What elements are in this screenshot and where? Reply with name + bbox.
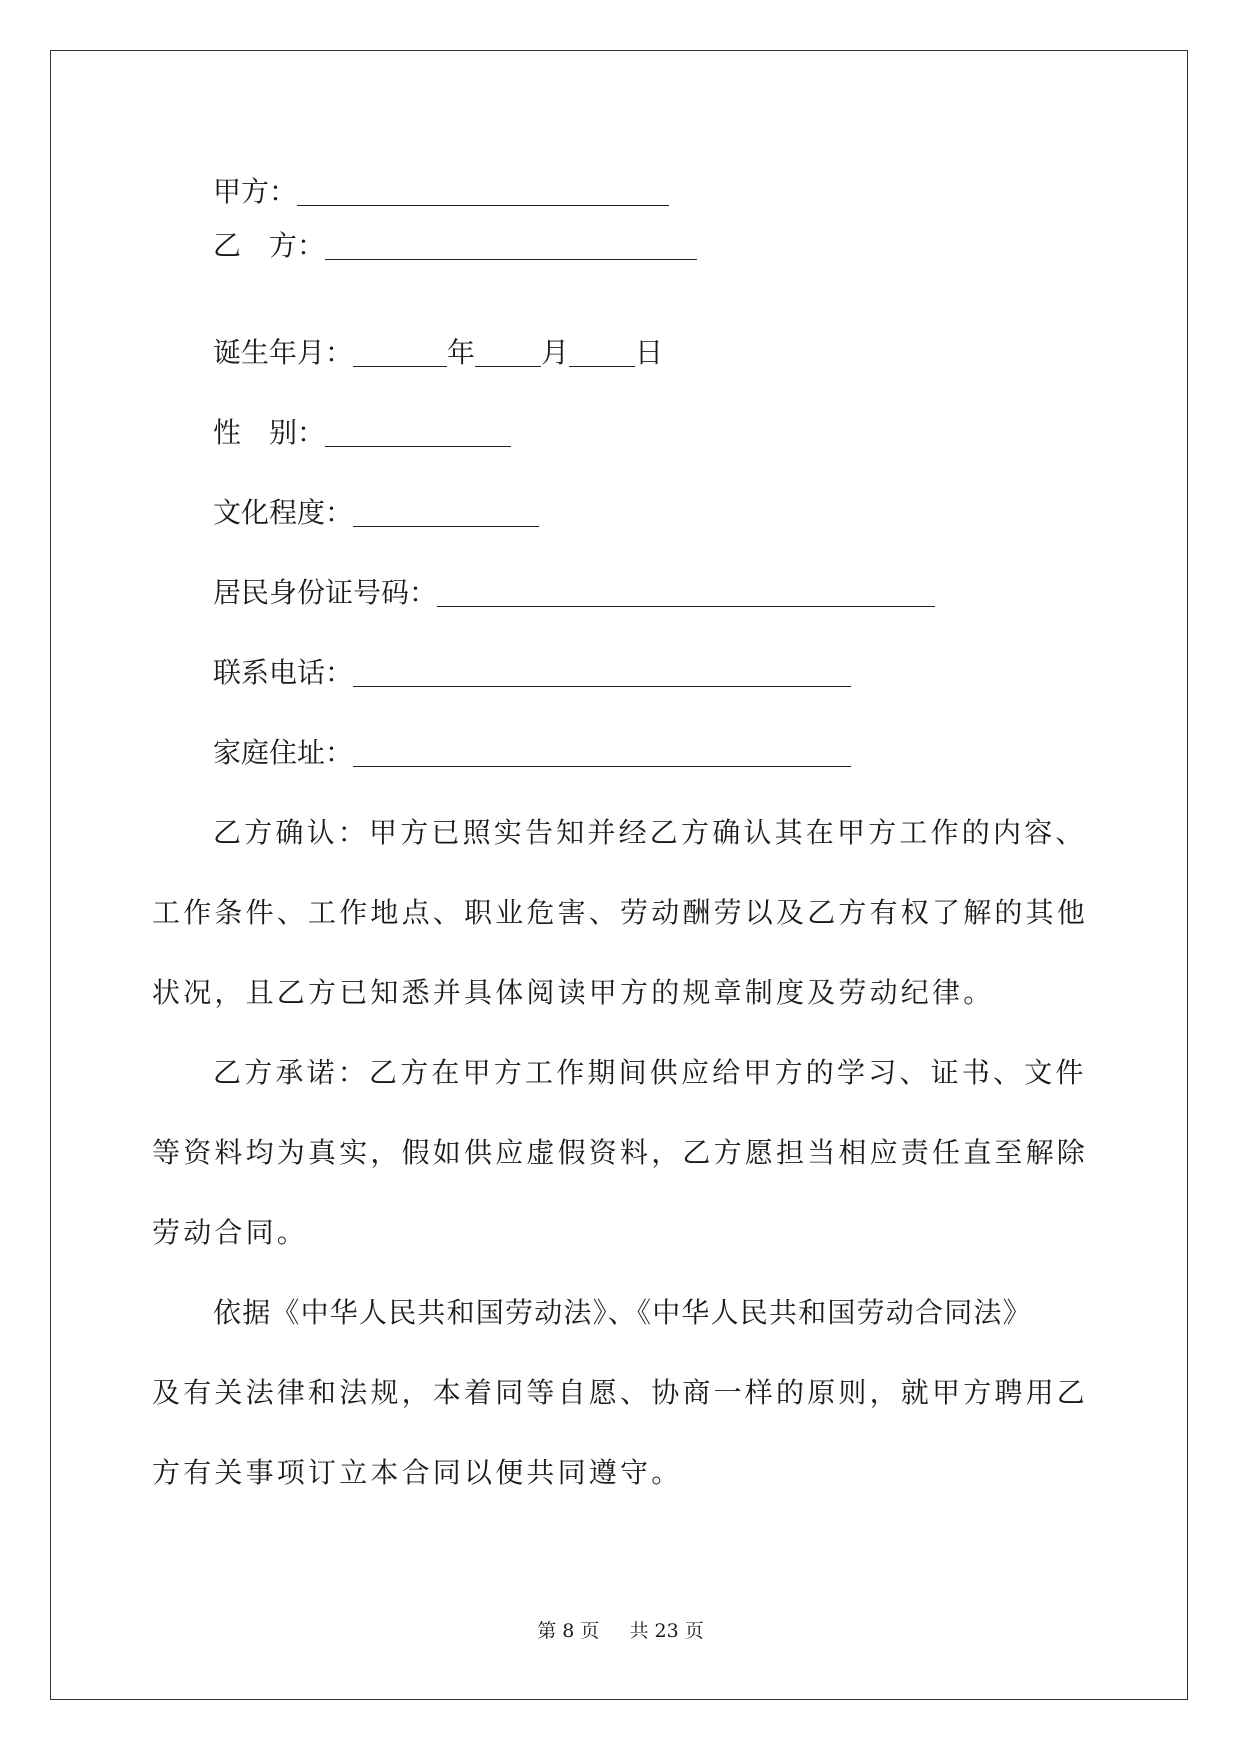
party-a-label: 甲方： [213, 175, 298, 208]
birth-month-label: 月 [541, 336, 570, 369]
confirm-line-1: 乙方确认：甲方已照实告知并经乙方确认其在甲方工作的内容、 [213, 816, 1087, 849]
birth-day-blank[interactable] [569, 340, 635, 367]
id-number-blank[interactable] [437, 580, 935, 607]
address-blank[interactable] [353, 740, 851, 767]
gender-blank[interactable] [325, 420, 511, 447]
party-b-field [213, 226, 697, 266]
party-a-field [213, 172, 669, 212]
basis-line-1: 依据《中华人民共和国劳动法》、《中华人民共和国劳动合同法》 [213, 1296, 1032, 1329]
promise-line-3: 劳动合同。 [152, 1216, 309, 1249]
birth-field [213, 333, 663, 373]
birth-year-label: 年 [447, 336, 476, 369]
promise-line-2: 等资料均为真实，假如供应虚假资料，乙方愿担当相应责任直至解除 [152, 1136, 1089, 1169]
party-b-label-2: 方： [269, 229, 326, 262]
party-b-label-1: 乙 [213, 229, 242, 262]
basis-line-2: 及有关法律和法规，本着同等自愿、协商一样的原则，就甲方聘用乙 [152, 1376, 1089, 1409]
address-label: 家庭住址： [213, 736, 354, 769]
birth-label: 诞生年月： [213, 336, 354, 369]
promise-line-1: 乙方承诺：乙方在甲方工作期间供应给甲方的学习、证书、文件 [213, 1056, 1087, 1089]
education-label: 文化程度： [213, 496, 354, 529]
basis-line-3: 方有关事项订立本合同以便共同遵守。 [152, 1456, 683, 1489]
birth-month-blank[interactable] [475, 340, 541, 367]
education-blank[interactable] [353, 500, 539, 527]
phone-blank[interactable] [353, 660, 851, 687]
confirm-line-2: 工作条件、工作地点、职业危害、劳动酬劳以及乙方有权了解的其他 [152, 896, 1089, 929]
gender-field [213, 413, 511, 453]
id-number-field [213, 573, 935, 613]
id-number-label: 居民身份证号码： [213, 576, 438, 609]
education-field [213, 493, 539, 533]
gender-label-2: 别： [269, 416, 326, 449]
party-b-blank[interactable] [325, 233, 697, 260]
birth-day-label: 日 [635, 336, 664, 369]
birth-year-blank[interactable] [353, 340, 447, 367]
party-a-blank[interactable] [297, 179, 669, 206]
confirm-line-3: 状况，且乙方已知悉并具体阅读甲方的规章制度及劳动纪律。 [152, 976, 995, 1009]
phone-field [213, 653, 851, 693]
page-number: 第 8 页 [537, 1620, 600, 1642]
page-total: 共 23 页 [629, 1620, 704, 1642]
gender-label-1: 性 [213, 416, 242, 449]
page-footer [0, 1618, 1241, 1644]
phone-label: 联系电话： [213, 656, 354, 689]
address-field [213, 733, 851, 773]
